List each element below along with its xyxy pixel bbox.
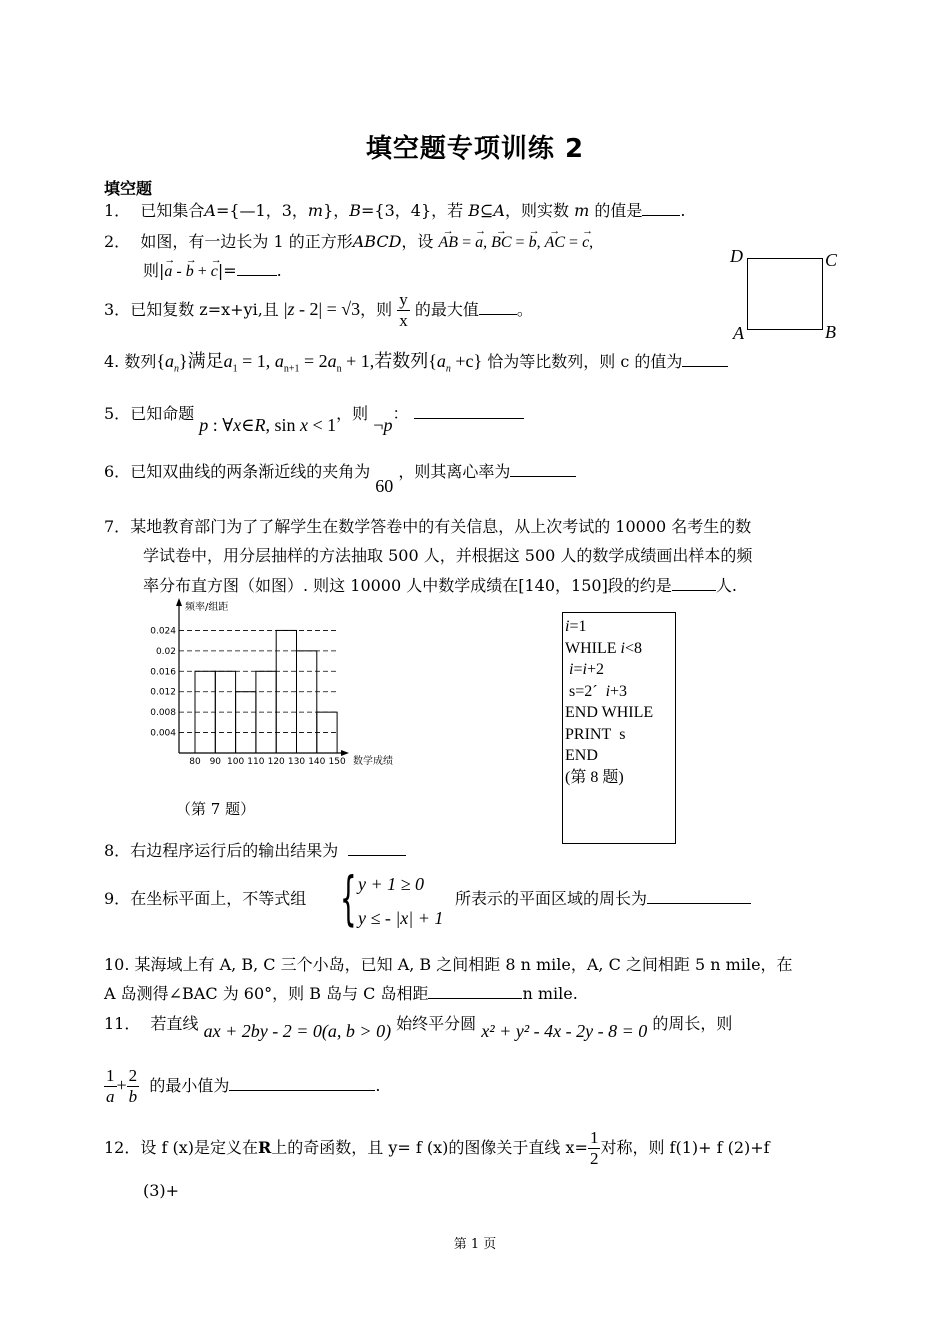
answer-blank-6[interactable] bbox=[510, 462, 576, 477]
answer-blank-3[interactable] bbox=[479, 300, 517, 315]
question-12: 12．设 f (x)是定义在R上的奇函数，且 y= f (x)的图像关于直线 x= $\frac{1}{2}$ 对称，则 f(1)+ f (2)+f bbox=[104, 1128, 770, 1168]
chart-caption: （第 7 题） bbox=[176, 800, 256, 818]
program-line: END bbox=[565, 747, 598, 764]
question-5: 5．已知命题 p : ∀x∈R, sin x < 1，则 ¬p： bbox=[104, 402, 524, 425]
question-2-line-2: 则|→ a - → b + → c|= . bbox=[143, 260, 282, 283]
answer-blank-5[interactable] bbox=[414, 404, 524, 419]
x-tick-label: 150 bbox=[328, 757, 346, 767]
program-line: i=1 bbox=[565, 618, 587, 635]
chart-gridlines bbox=[179, 630, 337, 732]
program-line: (第 8 题) bbox=[565, 768, 624, 786]
question-12-line-2: (3)+ bbox=[143, 1181, 180, 1200]
x-tick-label: 140 bbox=[308, 757, 326, 767]
program-line: WHILE i<8 bbox=[565, 639, 643, 657]
x-tick-label: 120 bbox=[267, 757, 285, 767]
y-axis-arrow bbox=[176, 598, 182, 606]
question-7-line-3: 率分布直方图（如图）. 则这 10000 人中数学成绩在[140，150]段的约是 人. bbox=[143, 576, 737, 595]
square-figure bbox=[747, 258, 823, 330]
question-10: 10. 某海域上有 A, B, C 三个小岛，已知 A, B 之间相距 8 n mile，A, C 之间相距 5 n mile，在 bbox=[104, 955, 793, 974]
y-tick-label: 0.024 bbox=[150, 626, 176, 637]
x-tick-label: 100 bbox=[227, 757, 245, 767]
question-6: 6．已知双曲线的两条渐近线的夹角为 60 ，则其离心率为 bbox=[104, 460, 576, 483]
y-tick-label: 0.016 bbox=[150, 667, 176, 678]
answer-blank-10[interactable] bbox=[428, 984, 522, 999]
question-1: 1． 已知集合A={—1，3，m}，B={3，4}，若 B⊆A，则实数 m 的值是 . bbox=[104, 201, 686, 220]
answer-blank-9[interactable] bbox=[647, 889, 751, 904]
x-tick-label: 80 bbox=[189, 757, 201, 767]
question-9-tail: 所表示的平面区域的周长为 bbox=[455, 888, 751, 910]
program-line: END WHILE bbox=[565, 704, 654, 721]
y-tick-label: 0.02 bbox=[155, 646, 176, 657]
question-3: 3．已知复数 z=x+yi,且 |z - 2| = √3，则 $\frac{y}{x}$ 的最大值 。 bbox=[104, 290, 533, 330]
inequality-1: y + 1 ≥ 0 bbox=[358, 874, 425, 894]
x-axis-arrow bbox=[341, 750, 349, 756]
square-label-a: A bbox=[733, 323, 744, 343]
question-4: 4. 数列$\{a_n\}$满足$a_1 = 1$, $a_{n+1} = 2a_n + 1$,若数列$\{a_n +c\}$ 恰为等比数列，则 c 的值为 bbox=[104, 350, 728, 381]
y-tick-label: 0.012 bbox=[150, 687, 176, 698]
question-11-line-2: $\frac{1}{a}$ + $\frac{2}{b}$ 的最小值为 . bbox=[106, 1066, 381, 1106]
question-7-line-2: 学试卷中，用分层抽样的方法抽取 500 人，并根据这 500 人的数学成绩画出样本的频 bbox=[143, 546, 753, 565]
square-label-d: D bbox=[730, 246, 743, 266]
y-tick-label: 0.004 bbox=[150, 728, 176, 739]
answer-blank-7[interactable] bbox=[672, 576, 716, 591]
square-label-c: C bbox=[825, 250, 838, 270]
question-10-line-2: A 岛测得∠BAC 为 60°，则 B 岛与 C 岛相距 n mile. bbox=[104, 984, 578, 1003]
program-line: i=i+2 bbox=[569, 661, 604, 678]
question-9: 9．在坐标平面上，不等式组 bbox=[104, 889, 307, 908]
program-line: PRINT s bbox=[565, 725, 626, 743]
question-11: 11． 若直线 ax + 2by - 2 = 0(a, b > 0) 始终平分圆 x² + y² - 4x - 2y - 8 = 0 的周长，则 bbox=[104, 1014, 733, 1041]
histogram-bar bbox=[215, 671, 235, 753]
square-label-b: B bbox=[825, 322, 836, 342]
x-tick-label: 90 bbox=[209, 757, 222, 767]
question-7: 7．某地教育部门为了了解学生在数学答卷中的有关信息，从上次考试的 10000 名考生的数 bbox=[104, 517, 752, 536]
histogram-bar bbox=[297, 651, 317, 753]
inequality-2: y ≤ - |x| + 1 bbox=[358, 908, 444, 928]
answer-blank-2[interactable] bbox=[237, 261, 277, 276]
x-tick-label: 130 bbox=[287, 757, 306, 767]
question-8: 8．右边程序运行后的输出结果为 bbox=[104, 840, 406, 862]
histogram-bar bbox=[256, 671, 276, 753]
program-line: s=2ˊ i+3 bbox=[565, 682, 628, 700]
x-tick-label: 110 bbox=[247, 757, 265, 767]
y-tick-label: 0.008 bbox=[150, 708, 176, 719]
answer-blank-4[interactable] bbox=[682, 352, 728, 367]
histogram-bar bbox=[236, 692, 256, 753]
y-axis-label: 频率/组距 bbox=[185, 602, 229, 613]
system-brace: { bbox=[340, 864, 357, 932]
histogram-chart bbox=[145, 598, 415, 770]
page-title: 填空题专项训练 2 bbox=[365, 134, 585, 164]
x-axis-label: 数学成绩 bbox=[353, 756, 393, 767]
answer-blank-11[interactable] bbox=[229, 1076, 375, 1091]
program-box bbox=[562, 612, 676, 844]
answer-blank-1[interactable] bbox=[642, 201, 680, 216]
answer-blank-8[interactable] bbox=[348, 841, 406, 856]
question-2: 2． 如图，有一边长为 1 的正方形ABCD，设 → AB = → a, → BC = → b, → AC = → c, bbox=[104, 231, 593, 254]
section-heading: 填空题 bbox=[104, 179, 153, 198]
page-footer: 第 1 页 bbox=[453, 1237, 497, 1252]
